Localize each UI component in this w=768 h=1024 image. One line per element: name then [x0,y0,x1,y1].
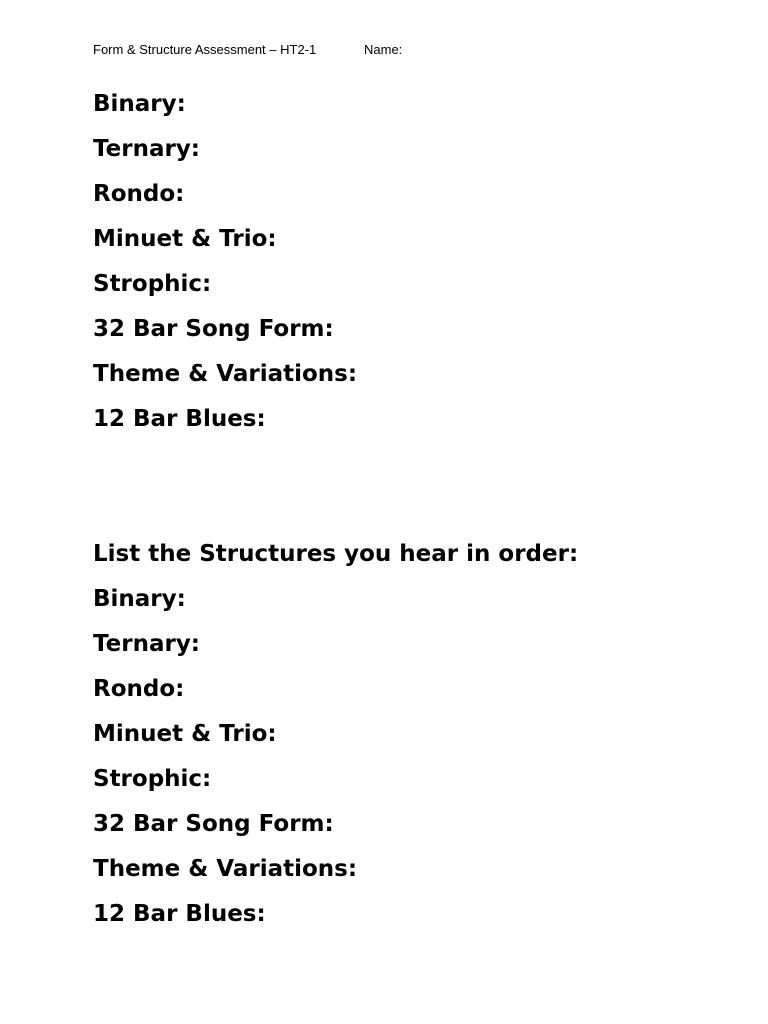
structure-item: 12 Bar Blues: [93,406,266,432]
structure-item: 32 Bar Song Form: [93,811,334,837]
structure-item: Theme & Variations: [93,361,358,387]
structure-item: Minuet & Trio: [93,721,277,747]
structure-list-first [93,89,357,449]
assessment-title: Form & Structure Assessment – HT2-1 [93,42,317,57]
structure-list-second [93,584,357,944]
structure-item: Strophic: [93,271,212,297]
structure-item: Rondo: [93,181,185,207]
structure-item: Theme & Variations: [93,856,358,882]
instruction-heading: List the Structures you hear in order: [93,541,579,567]
structure-item: 32 Bar Song Form: [93,316,334,342]
structure-item: Minuet & Trio: [93,226,277,252]
name-label: Name: [364,42,403,57]
structure-item: Rondo: [93,676,185,702]
structure-item: Binary: [93,586,186,612]
structure-item: Strophic: [93,766,212,792]
structure-item: Ternary: [93,136,201,162]
structure-item: Ternary: [93,631,201,657]
structure-item: Binary: [93,91,186,117]
structure-item: 12 Bar Blues: [93,901,266,927]
